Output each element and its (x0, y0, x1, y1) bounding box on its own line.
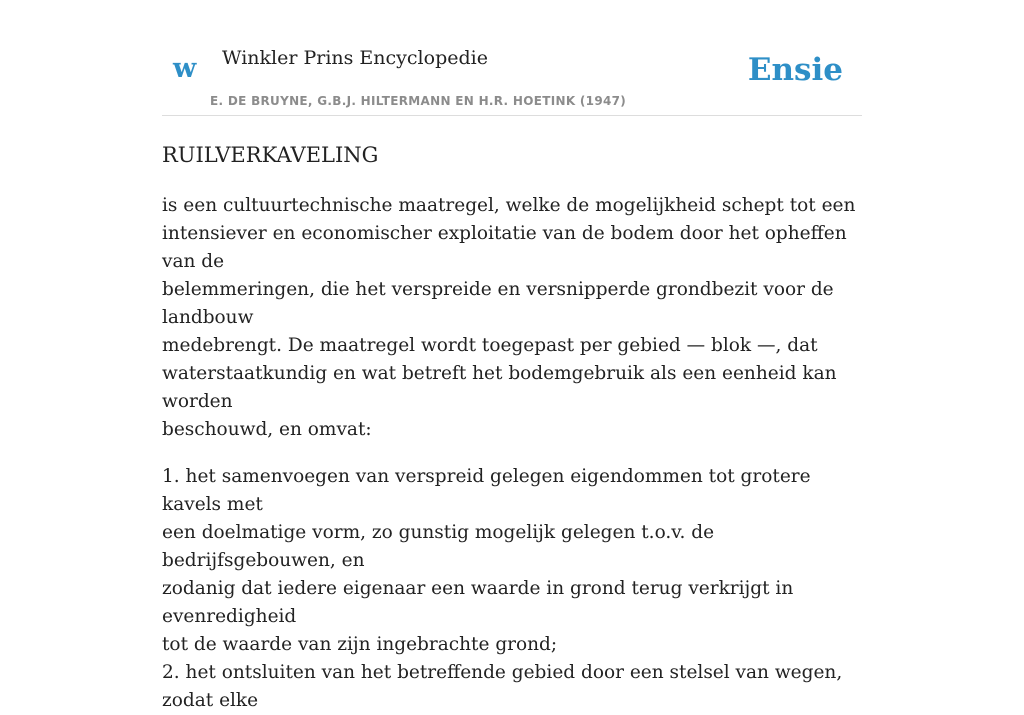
text-line: een doelmatige vorm, zo gunstig mogelijk gelegen t.o.v. de bedrijfsgebouwen, en (162, 522, 715, 571)
text-line: waterstaatkundig en wat betreft het bodemgebruik als een eenheid kan worden (162, 363, 837, 412)
article-body (162, 192, 862, 715)
intro-paragraph (162, 192, 862, 444)
text-line: belemmeringen, die het verspreide en versnipperde grondbezit voor de landbouw (162, 279, 834, 328)
text-line: tot de waarde van zijn ingebrachte grond; (162, 634, 558, 655)
list-paragraph (162, 463, 862, 715)
winkler-prins-logo[interactable]: w (173, 53, 197, 84)
text-line: 1. het samenvoegen van verspreid gelegen eigendommen tot grotere kavels met (162, 466, 811, 515)
text-line: is een cultuurtechnische maatregel, welke de mogelijkheid schept tot een (162, 195, 856, 216)
site-header (162, 0, 862, 116)
entry-title: RUILVERKAVELING (162, 143, 379, 167)
authors-line: E. DE BRUYNE, G.B.J. HILTERMANN EN H.R. HOETINK (1947) (210, 94, 627, 108)
text-line: zodanig dat iedere eigenaar een waarde in grond terug verkrijgt in evenredigheid (162, 578, 794, 627)
text-line: beschouwd, en omvat: (162, 419, 372, 440)
text-line: intensiever en economischer exploitatie van de bodem door het opheffen van de (162, 223, 847, 272)
text-line: 2. het ontsluiten van het betreffende gebied door een stelsel van wegen, zodat elke (162, 662, 843, 711)
site-title: Winkler Prins Encyclopedie (222, 47, 488, 69)
page (162, 0, 862, 711)
ensie-logo[interactable]: Ensie (747, 52, 843, 88)
text-line: medebrengt. De maatregel wordt toegepast per gebied — blok —, dat (162, 335, 818, 356)
